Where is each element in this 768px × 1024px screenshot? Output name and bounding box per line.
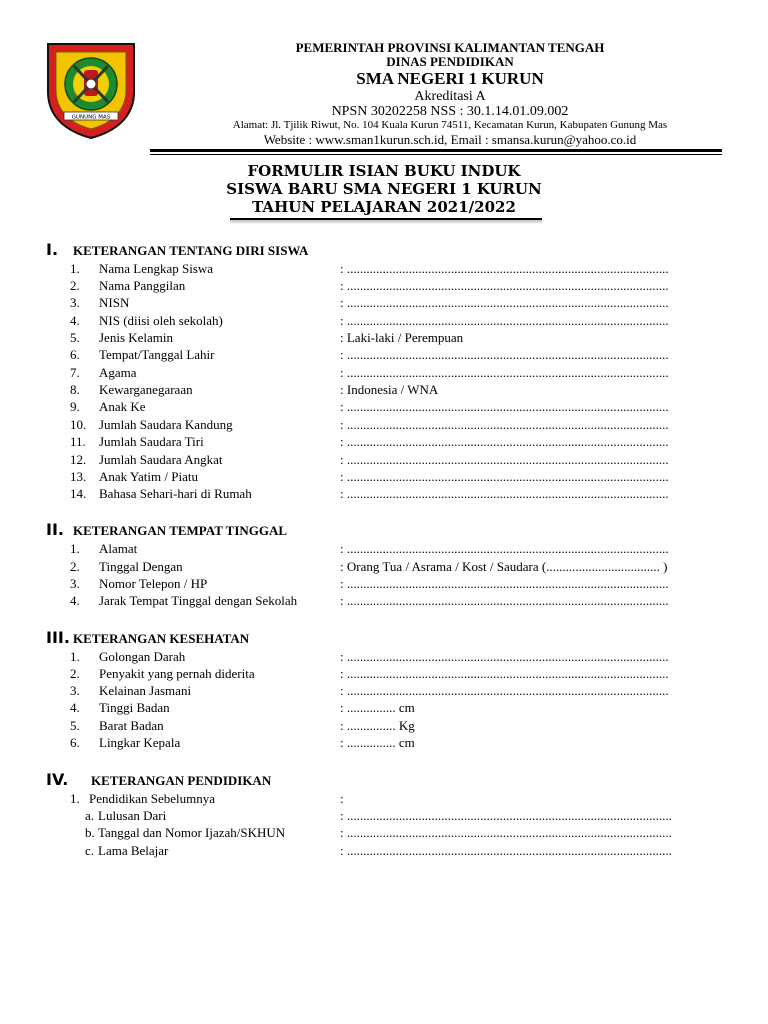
row-number: 2. bbox=[70, 559, 80, 574]
row-label: Bahasa Sehari-hari di Rumah bbox=[99, 486, 252, 501]
form-title-line1: FORMULIR ISIAN BUKU INDUK bbox=[247, 162, 521, 180]
row-number: 2. bbox=[70, 666, 80, 681]
row-number: a. bbox=[85, 808, 95, 823]
section-heading bbox=[46, 520, 287, 540]
row-label: Tinggal Dengan bbox=[99, 559, 183, 574]
row-number: 14. bbox=[70, 486, 87, 501]
row-fill-field: : ............... Kg bbox=[340, 718, 415, 733]
row-number: 2. bbox=[70, 278, 80, 293]
row-number: 6. bbox=[70, 735, 80, 750]
form-title-line3: TAHUN PELAJARAN 2021/2022 bbox=[252, 198, 516, 216]
header-school-name: SMA NEGERI 1 KURUN bbox=[356, 69, 544, 88]
row-label: Anak Ke bbox=[99, 399, 146, 414]
section-heading bbox=[46, 240, 308, 260]
row-fill-field: : Laki-laki / Perempuan bbox=[340, 330, 464, 345]
row-number: 4. bbox=[70, 313, 80, 328]
row-label: NISN bbox=[99, 295, 130, 310]
title-underline bbox=[230, 218, 542, 220]
row-label: Jenis Kelamin bbox=[99, 330, 174, 345]
row-number: 9. bbox=[70, 399, 80, 414]
row-label: Nama Lengkap Siswa bbox=[99, 261, 214, 276]
row-label: Barat Badan bbox=[99, 718, 164, 733]
row-fill-field: : ................................................................................................... bbox=[340, 278, 669, 293]
row-number: 5. bbox=[70, 718, 80, 733]
row-number: 8. bbox=[70, 382, 80, 397]
row-label: Nomor Telepon / HP bbox=[99, 576, 208, 591]
row-label: Nama Panggilan bbox=[99, 278, 186, 293]
section-number: IV. bbox=[46, 770, 69, 789]
row-number: 1. bbox=[70, 649, 80, 664]
row-label: Lulusan Dari bbox=[98, 808, 167, 823]
row-number: 10. bbox=[70, 417, 87, 432]
row-label: Jumlah Saudara Angkat bbox=[99, 452, 223, 467]
section-number: III. bbox=[46, 628, 70, 647]
row-fill-field: : ................................................................................................... bbox=[340, 486, 669, 501]
row-number: b. bbox=[85, 825, 95, 840]
section-heading bbox=[46, 770, 271, 790]
row-fill-field: : ................................................................................................... bbox=[340, 295, 669, 310]
header-address: Alamat: Jl. Tjilik Riwut, No. 104 Kuala Kurun 74511, Kecamatan Kurun, Kabupaten Gunung Mas bbox=[232, 119, 668, 131]
row-number: 5. bbox=[70, 330, 80, 345]
row-fill-field: : .................................................................................................... bbox=[340, 825, 672, 840]
row-number: 1. bbox=[70, 541, 80, 556]
header-npsn: NPSN 30202258 NSS : 30.1.14.01.09.002 bbox=[331, 104, 569, 119]
section-number: II. bbox=[46, 520, 64, 539]
section-label: KETERANGAN KESEHATAN bbox=[73, 631, 250, 646]
header-accreditation: Akreditasi A bbox=[414, 89, 486, 104]
row-label: Penyakit yang pernah diderita bbox=[99, 666, 255, 681]
row-number: c. bbox=[85, 843, 95, 858]
row-label: Anak Yatim / Piatu bbox=[99, 469, 198, 484]
row-label: Tinggi Badan bbox=[99, 700, 170, 715]
row-number: 11. bbox=[70, 434, 86, 449]
row-number: 13. bbox=[70, 469, 87, 484]
row-fill-field: : ................................................................................................... bbox=[340, 399, 669, 414]
row-fill-field: : ................................................................................................... bbox=[340, 649, 669, 664]
row-fill-field: : ................................................................................................... bbox=[340, 365, 669, 380]
row-label: Pendidikan Sebelumnya bbox=[89, 791, 216, 806]
row-fill-field: : bbox=[340, 791, 344, 806]
row-number: 1. bbox=[70, 791, 80, 806]
row-number: 1. bbox=[70, 261, 80, 276]
header-rule-thin bbox=[150, 154, 722, 155]
row-fill-field: : ................................................................................................... bbox=[340, 541, 669, 556]
section-heading bbox=[46, 628, 249, 648]
row-fill-field: : ............... cm bbox=[340, 735, 415, 750]
row-label: Tempat/Tanggal Lahir bbox=[99, 347, 215, 362]
row-fill-field: : .................................................................................................... bbox=[340, 808, 672, 823]
row-number: 12. bbox=[70, 452, 87, 467]
row-label: Alamat bbox=[99, 541, 138, 556]
section-label: KETERANGAN TENTANG DIRI SISWA bbox=[73, 243, 309, 258]
row-fill-field: : ............... cm bbox=[340, 700, 415, 715]
row-fill-field: : ................................................................................................... bbox=[340, 313, 669, 328]
row-fill-field: : Indonesia / WNA bbox=[340, 382, 439, 397]
row-label: Kewarganegaraan bbox=[99, 382, 193, 397]
logo-text: GUNUNG MAS bbox=[71, 114, 111, 121]
row-number: 3. bbox=[70, 576, 80, 591]
row-label: Kelainan Jasmani bbox=[99, 683, 192, 698]
row-fill-field: : ................................................................................................... bbox=[340, 593, 669, 608]
row-number: 3. bbox=[70, 683, 80, 698]
header-department: DINAS PENDIDIKAN bbox=[386, 54, 514, 69]
row-label: Lingkar Kepala bbox=[99, 735, 181, 750]
header-government: PEMERINTAH PROVINSI KALIMANTAN TENGAH bbox=[295, 40, 605, 55]
row-label: Jarak Tempat Tinggal dengan Sekolah bbox=[99, 593, 298, 608]
row-label: NIS (diisi oleh sekolah) bbox=[99, 313, 223, 328]
row-fill-field: : ................................................................................................... bbox=[340, 452, 669, 467]
row-number: 7. bbox=[70, 365, 80, 380]
row-fill-field: : ................................................................................................... bbox=[340, 261, 669, 276]
row-label: Lama Belajar bbox=[98, 843, 169, 858]
row-fill-field: : ................................................................................................... bbox=[340, 666, 669, 681]
row-fill-field: : ................................................................................................... bbox=[340, 683, 669, 698]
row-fill-field: : ................................................................................................... bbox=[340, 347, 669, 362]
row-number: 6. bbox=[70, 347, 80, 362]
row-label: Jumlah Saudara Tiri bbox=[99, 434, 204, 449]
section-label: KETERANGAN PENDIDIKAN bbox=[91, 773, 272, 788]
section-label: KETERANGAN TEMPAT TINGGAL bbox=[73, 523, 288, 538]
row-label: Agama bbox=[99, 365, 137, 380]
row-number: 4. bbox=[70, 593, 80, 608]
row-fill-field: : ................................................................................................... bbox=[340, 434, 669, 449]
row-number: 4. bbox=[70, 700, 80, 715]
row-number: 3. bbox=[70, 295, 80, 310]
form-title-line2: SISWA BARU SMA NEGERI 1 KURUN bbox=[226, 180, 542, 198]
row-fill-field: : .................................................................................................... bbox=[340, 843, 672, 858]
row-label: Jumlah Saudara Kandung bbox=[99, 417, 233, 432]
header-rule-thick bbox=[150, 149, 722, 152]
row-fill-field: : ................................................................................................... bbox=[340, 469, 669, 484]
row-fill-field: : Orang Tua / Asrama / Kost / Saudara (................................... ) bbox=[340, 559, 668, 574]
row-label: Golongan Darah bbox=[99, 649, 186, 664]
row-fill-field: : ................................................................................................... bbox=[340, 576, 669, 591]
row-label: Tanggal dan Nomor Ijazah/SKHUN bbox=[98, 825, 286, 840]
provincial-crest-logo bbox=[44, 40, 138, 140]
header-website: Website : www.sman1kurun.sch.id, Email : smansa.kurun@yahoo.co.id bbox=[263, 132, 637, 147]
section-number: I. bbox=[46, 240, 59, 259]
row-fill-field: : ................................................................................................... bbox=[340, 417, 669, 432]
